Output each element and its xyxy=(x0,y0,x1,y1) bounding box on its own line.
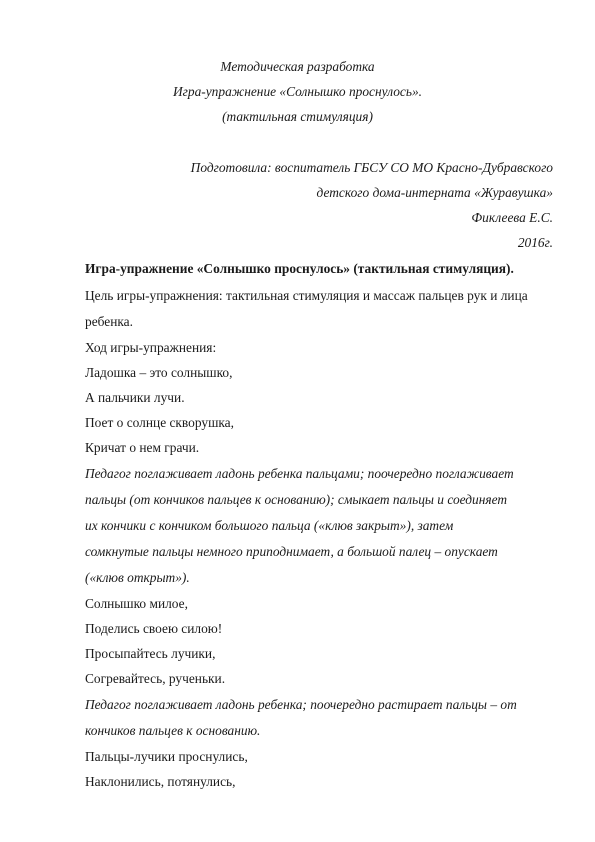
verse-line: Солнышко милое, xyxy=(85,596,188,611)
author-name: Фиклеева Е.С. xyxy=(471,210,553,225)
instruction-line: Педагог поглаживает ладонь ребенка пальцами; поочередно поглаживает xyxy=(85,466,514,481)
verse-line: Поет о солнце скворушка, xyxy=(85,415,234,430)
verse-line: Ладошка – это солнышко, xyxy=(85,365,233,380)
author-line-1: Подготовила: воспитатель ГБСУ СО МО Красно-Дубравского xyxy=(190,160,553,175)
verse-line: Наклонились, потянулись, xyxy=(85,774,236,789)
verse-line: Согревайтесь, рученьки. xyxy=(85,671,226,686)
instruction-line: Педагог поглаживает ладонь ребенка; поочередно растирает пальцы – от xyxy=(85,697,517,712)
verse-line: Просыпайтесь лучики, xyxy=(85,646,216,661)
verse-line: Кричат о нем грачи. xyxy=(85,440,200,455)
title-line-3: (тактильная стимуляция) xyxy=(222,109,373,124)
instruction-line: пальцы (от кончиков пальцев к основанию); смыкает пальцы и соединяет xyxy=(85,492,508,507)
progress-label: Ход игры-упражнения: xyxy=(85,340,217,355)
section-heading: Игра-упражнение «Солнышко проснулось» (тактильная стимуляция). xyxy=(85,261,514,276)
verse-line: А пальчики лучи. xyxy=(85,390,185,405)
instruction-line: их кончики с кончиком большого пальца («клюв закрыт»), затем xyxy=(85,518,454,533)
instruction-line: кончиков пальцев к основанию. xyxy=(85,723,261,738)
title-line-1: Методическая разработка xyxy=(220,59,375,74)
instruction-line: («клюв открыт»). xyxy=(85,570,190,585)
title-line-2: Игра-упражнение «Солнышко проснулось». xyxy=(172,84,422,99)
verse-line: Пальцы-лучики проснулись, xyxy=(85,749,248,764)
goal-line-2: ребенка. xyxy=(85,314,133,329)
author-line-2: детского дома-интерната «Журавушка» xyxy=(316,185,553,200)
author-year: 2016г. xyxy=(517,235,553,250)
verse-line: Поделись своею силою! xyxy=(85,621,223,636)
instruction-line: сомкнутые пальцы немного приподнимает, а большой палец – опускает xyxy=(85,544,498,559)
goal-line-1: Цель игры-упражнения: тактильная стимуляция и массаж пальцев рук и лица xyxy=(85,288,528,303)
